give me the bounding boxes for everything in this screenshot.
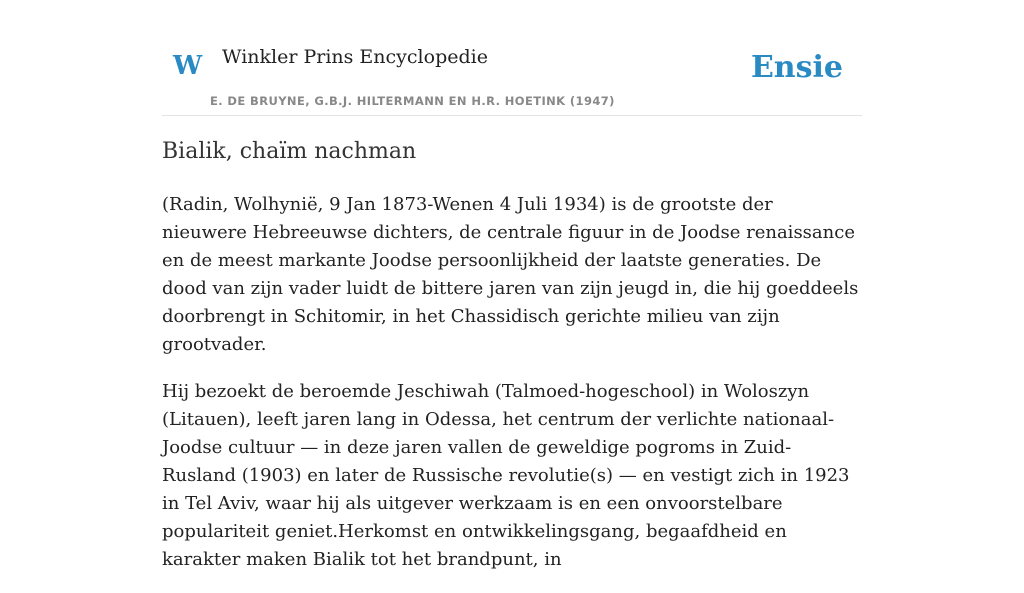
site-title[interactable]: Winkler Prins Encyclopedie <box>222 46 488 68</box>
ensie-logo[interactable]: Ensie <box>750 50 843 85</box>
winkler-prins-logo[interactable]: W <box>173 51 203 81</box>
paragraph: (Radin, Wolhynië, 9 Jan 1873-Wenen 4 Juli 1934) is de grootste der nieuwere Hebreeuwse dichters, de centrale figuur in de Joodse renaissance en de meest markante Joodse persoonlijkheid der laatste generaties. De dood van zijn vader luidt de bittere jaren van zijn jeugd in, die hij goeddeels doorbrengt in Schitomir, in het Chassidisch gerichte milieu van zijn grootvader. <box>162 194 859 355</box>
header <box>162 0 862 116</box>
authors-line: E. DE BRUYNE, G.B.J. HILTERMANN EN H.R. HOETINK (1947) <box>210 94 615 108</box>
article-title: Bialik, chaïm nachman <box>162 139 417 164</box>
article-body <box>162 191 862 593</box>
page <box>162 0 862 570</box>
paragraph: Hij bezoekt de beroemde Jeschiwah (Talmoed-hogeschool) in Woloszyn (Litauen), leeft jaren lang in Odessa, het centrum der verlichte nationaal-Joodse cultuur — in deze jaren vallen de geweldige pogroms in Zuid-Rusland (1903) en later de Russische revolutie(s) — en vestigt zich in 1923 in Tel Aviv, waar hij als uitgever werkzaam is en een onvoorstelbare populariteit geniet.Herkomst en ontwikkelingsgang, begaafdheid en karakter maken Bialik tot het brandpunt, in <box>162 381 850 570</box>
